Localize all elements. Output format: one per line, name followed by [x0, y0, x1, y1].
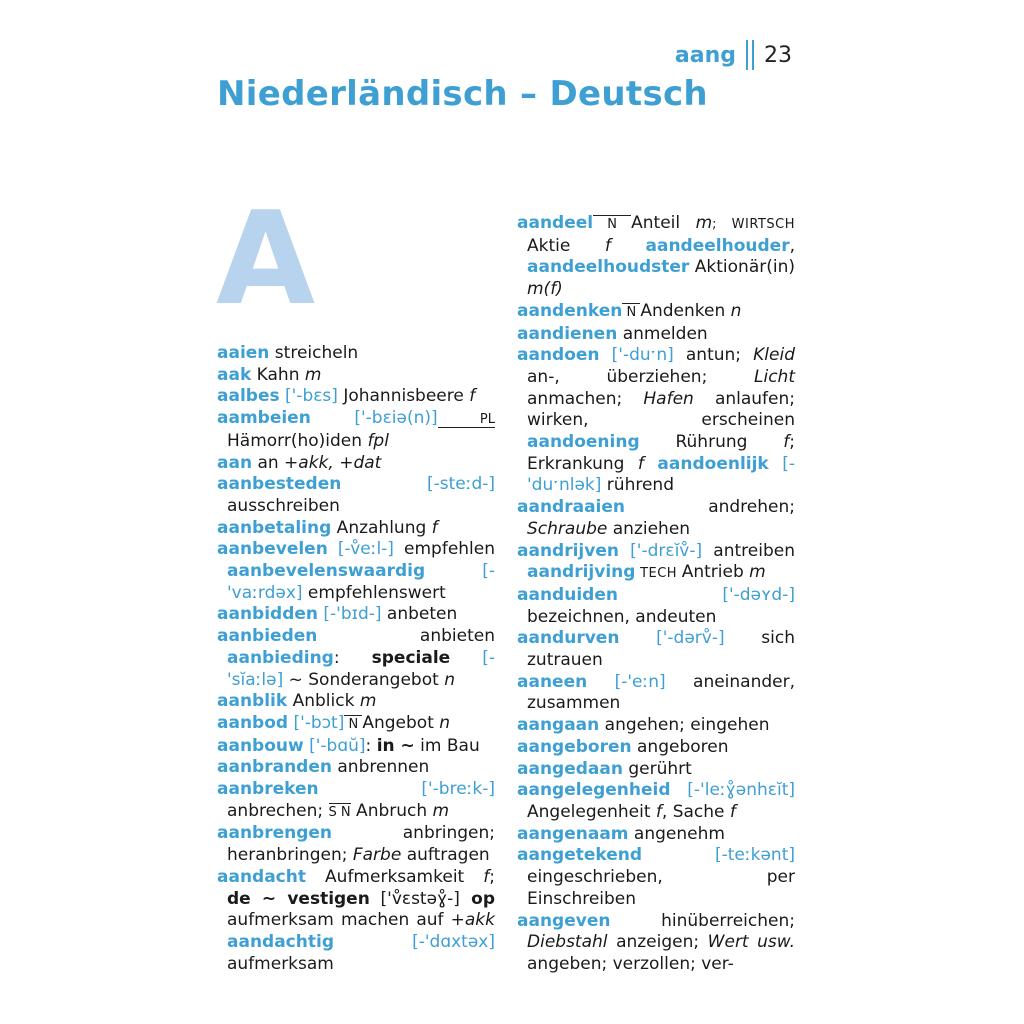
dictionary-entry: [217, 867, 495, 976]
context-note: Schraube: [527, 518, 608, 539]
definition: Johannisbeere: [337, 386, 470, 407]
definition: eingeschrieben, per Einschreiben: [527, 867, 795, 909]
gender: f: [637, 453, 644, 474]
gender: m: [359, 691, 377, 712]
context-note: Wert usw.: [707, 932, 795, 953]
gender: n: [730, 300, 742, 321]
definition: anmachen;: [527, 388, 644, 409]
headword: aanbreken: [217, 779, 319, 800]
definition: andrehen;: [625, 497, 795, 518]
headword: aandeel: [517, 213, 594, 233]
left-column: [217, 343, 495, 975]
definition: ausschreiben: [227, 495, 340, 516]
pronunciation: ['-bɔt]: [288, 712, 345, 733]
definition: Anblick: [287, 691, 360, 712]
grammar-label: N: [622, 304, 641, 320]
punctuation: [644, 454, 658, 474]
dictionary-entry: [517, 737, 795, 759]
dictionary-entry: [217, 365, 495, 387]
gender: f: [483, 866, 490, 887]
dictionary-entry: [517, 672, 795, 715]
headword: aandraaien: [517, 497, 626, 518]
gender: f: [604, 235, 611, 256]
punctuation: ,: [789, 235, 795, 256]
gender: n: [439, 712, 451, 733]
dictionary-entry: [217, 757, 495, 779]
headword: aangeven: [517, 910, 611, 931]
grammar-label: PL: [437, 412, 495, 428]
definition: anbieten: [317, 626, 495, 647]
dictionary-entry: [217, 823, 495, 866]
sub-headword: aandeelhouder: [645, 235, 790, 256]
right-column: [517, 213, 795, 976]
definition: angehen; eingehen: [599, 715, 770, 736]
headword: aangenaam: [517, 823, 629, 844]
pronunciation: ['-breːk-]: [318, 779, 495, 800]
definition: Angelegenheit: [527, 801, 656, 822]
punctuation: ;: [489, 866, 495, 887]
dictionary-entry: [217, 386, 495, 408]
punctuation: :: [365, 735, 377, 756]
gender: n: [444, 669, 455, 690]
definition: ~ Sonderangebot: [283, 669, 445, 690]
definition: anbrechen;: [227, 800, 329, 821]
pronunciation: [-'duˑnlək]: [527, 453, 796, 496]
page-number: 23: [764, 42, 792, 68]
definition: an: [252, 452, 285, 473]
definition: aufmerksam: [227, 953, 334, 974]
pronunciation: [-teːkənt]: [642, 845, 795, 866]
dictionary-entry: [517, 780, 795, 823]
sub-headword: aandoenlijk: [657, 453, 769, 474]
definition: an-, überziehen;: [527, 366, 755, 387]
gender: f: [783, 432, 790, 453]
grammar-label: S N: [328, 804, 351, 820]
headword: aanbesteden: [217, 474, 342, 495]
dictionary-entry: [517, 824, 795, 846]
headword: aandrijven: [517, 540, 619, 561]
phrase: speciale: [371, 647, 451, 668]
definition: Andenken: [640, 300, 731, 321]
dictionary-entry: [517, 715, 795, 737]
headword: aandenken: [517, 300, 623, 321]
sub-headword: aandachtig: [227, 931, 334, 952]
definition: Angebot: [362, 712, 440, 733]
definition: rührend: [601, 475, 674, 496]
context-note: Licht: [754, 366, 795, 387]
definition: , Sache: [661, 801, 730, 822]
definition: gerührt: [622, 758, 692, 779]
headword: aan: [217, 452, 253, 473]
context-note: Kleid: [753, 345, 795, 366]
page-title: Niederländisch – Deutsch: [217, 74, 708, 114]
definition: aneinander, zusammen: [527, 671, 796, 714]
phrase: de ~ vestigen: [227, 888, 370, 909]
definition: streicheln: [269, 343, 359, 363]
phrase: in ~: [376, 735, 415, 756]
section-letter: A: [216, 185, 316, 334]
pronunciation: [-'vaːrdəx]: [227, 561, 495, 603]
definition: Anbruch: [350, 800, 433, 821]
case-note: +akk: [450, 910, 495, 931]
field-label: ; WIRTSCH: [712, 217, 795, 232]
headword: aanbetaling: [217, 517, 332, 538]
definition: antun;: [673, 345, 754, 366]
pronunciation: [-steːd-]: [341, 474, 495, 495]
gender: fpl: [367, 430, 389, 451]
pronunciation: ['-bɛs]: [279, 386, 338, 407]
sub-headword: aanbieding: [227, 647, 334, 668]
headword: aanbrengen: [217, 823, 333, 844]
pronunciation: [-'dɑxtəx]: [334, 931, 495, 952]
gender: f: [729, 801, 736, 822]
dictionary-entry: [217, 539, 495, 604]
headword: aambeien: [217, 408, 311, 429]
definition: Anzahlung: [331, 517, 432, 538]
context-note: Farbe: [352, 845, 402, 866]
definition: Anteil: [631, 213, 696, 233]
definition: Kahn: [251, 364, 305, 385]
definition: anbrennen: [331, 757, 430, 778]
dictionary-entry: [517, 759, 795, 781]
definition: Rührung: [639, 432, 784, 453]
pronunciation: [-'leːɣ̊ənhɛĭt]: [670, 780, 795, 801]
headword: aangetekend: [517, 845, 643, 866]
punctuation: [611, 236, 646, 256]
definition: Hämorr(ho)iden: [227, 430, 368, 451]
headword: aak: [217, 364, 252, 385]
definition: antreiben: [702, 540, 795, 561]
pronunciation: ['-dərv̊-]: [619, 628, 725, 649]
definition: anbringen; heranbringen;: [227, 823, 495, 866]
definition: hinüberreichen;: [610, 910, 795, 931]
field-label: TECH: [635, 566, 682, 582]
headword: aanbevelen: [217, 539, 328, 560]
dictionary-entry: [217, 779, 495, 823]
headword: aandurven: [517, 628, 620, 649]
dictionary-entry: [517, 541, 795, 585]
case-note: +akk, +dat: [284, 452, 382, 473]
headword: aanduiden: [517, 584, 618, 605]
pronunciation: ['-drɛĭv̊-]: [618, 540, 703, 561]
gender: f: [431, 517, 438, 538]
headword: aanblik: [217, 691, 288, 712]
headword: aaneen: [517, 671, 588, 692]
pronunciation: [-'sĭaːlə]: [227, 647, 495, 690]
sub-headword: aandeelhoudster: [527, 257, 690, 278]
dictionary-entry: [517, 345, 795, 497]
dictionary-entry: [517, 845, 795, 910]
headword: aandienen: [517, 323, 618, 344]
pronunciation: ['-bɑŭ]: [303, 735, 366, 756]
headword: aanbod: [217, 712, 289, 733]
gender: m: [432, 800, 450, 821]
guide-word: aang: [674, 42, 736, 68]
definition: bezeichnen, andeuten: [527, 606, 717, 627]
pronunciation: ['v̊ɛstəɣ̊-]: [369, 888, 460, 909]
sub-headword: aandrijving: [527, 562, 636, 583]
gender: f: [469, 386, 476, 407]
pronunciation: ['-duˑn]: [599, 345, 674, 366]
definition: anmelden: [617, 323, 708, 344]
dictionary-entry: [517, 628, 795, 671]
pronunciation: [-'bɪd-]: [318, 604, 382, 625]
dictionary-entry: [517, 324, 795, 346]
definition: empfehlen: [393, 539, 496, 560]
headword: aandoen: [517, 345, 600, 366]
definition: anlaufen; wirken, erscheinen: [527, 388, 795, 431]
dictionary-entry: [217, 408, 495, 452]
definition: im Bau: [414, 735, 480, 756]
definition: anbeten: [381, 604, 458, 625]
phrase: op: [459, 888, 495, 909]
sub-headword: aandoening: [527, 432, 640, 453]
dictionary-entry: [517, 911, 795, 976]
gender: m: [304, 364, 322, 385]
definition: Aktie: [527, 235, 605, 256]
definition: angenehm: [628, 823, 725, 844]
headword: aanbidden: [217, 604, 319, 625]
headword: aanbouw: [217, 735, 304, 756]
definition: empfehlenswert: [302, 582, 446, 603]
context-note: Diebstahl: [527, 932, 608, 953]
dictionary-entry: [517, 213, 795, 301]
definition: sich zutrauen: [527, 628, 795, 671]
definition: Aufmerksamkeit: [306, 866, 484, 887]
headword: aanbieden: [217, 626, 318, 647]
grammar-label: N: [344, 716, 363, 732]
headword: aaien: [217, 343, 270, 363]
headword: aangelegenheid: [517, 780, 671, 801]
sub-headword: aanbevelenswaardig: [227, 561, 426, 582]
headword: aangedaan: [517, 758, 623, 779]
gender: m(f): [527, 279, 563, 300]
definition: aufmerksam machen auf: [227, 910, 451, 931]
definition: ; Erkrankung: [527, 432, 795, 474]
dictionary-entry: [217, 453, 495, 475]
dictionary-entry: [517, 497, 795, 540]
context-note: Hafen: [643, 388, 694, 409]
dictionary-entry: [217, 626, 495, 691]
definition: auftragen: [401, 845, 490, 866]
headword: aalbes: [217, 386, 280, 407]
definition: Aktionär(in): [689, 257, 795, 278]
definition: angeboren: [631, 736, 729, 757]
headword: aanbranden: [217, 757, 332, 778]
pronunciation: ['-dəʏd-]: [617, 584, 795, 605]
dictionary-entry: [517, 301, 795, 324]
pronunciation: [-'eːn]: [587, 671, 666, 692]
double-rule-separator: [746, 40, 754, 70]
gender: f: [655, 801, 662, 822]
punctuation: :: [333, 647, 372, 668]
definition: angeben; verzollen; ver-: [527, 953, 734, 974]
pronunciation: [-v̊eːl-]: [327, 539, 394, 560]
pronunciation: ['-bɛiə(n)]: [310, 408, 438, 429]
headword: aandacht: [217, 866, 306, 887]
page-header: [675, 40, 792, 70]
dictionary-entry: [217, 474, 495, 517]
definition: anzeigen;: [607, 932, 708, 953]
dictionary-entry: [217, 604, 495, 626]
dictionary-entry: [217, 713, 495, 736]
grammar-label: N: [593, 217, 632, 232]
dictionary-entry: [217, 736, 495, 758]
gender: m: [695, 213, 713, 233]
dictionary-entry: [217, 691, 495, 713]
gender: m: [749, 562, 766, 583]
dictionary-entry: [217, 343, 495, 365]
headword: aangeboren: [517, 736, 632, 757]
dictionary-entry: [217, 518, 495, 540]
definition: Antrieb: [681, 562, 750, 583]
headword: aangaan: [517, 715, 600, 736]
definition: anziehen: [607, 518, 691, 539]
dictionary-entry: [517, 585, 795, 628]
